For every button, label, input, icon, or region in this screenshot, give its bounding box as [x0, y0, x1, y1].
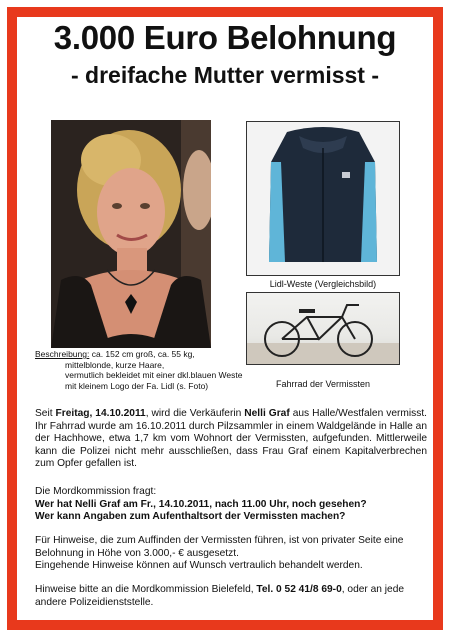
contact-line-2: andere Polizeidienststelle. [35, 596, 154, 608]
description-line-3: vermutlich bekleidet mit einer dkl.blauen Weste [65, 370, 243, 380]
page-subtitle: - dreifache Mutter vermisst - [70, 62, 380, 88]
reward-line-2: Belohnung in Höhe von 3.000,- € ausgesetzt. [35, 547, 239, 559]
question-2: Wer kann Angaben zum Aufenthaltsort der Vermissten machen? [35, 511, 346, 523]
description-line-4: mit kleinem Logo der Fa. Lidl (s. Foto) [65, 380, 209, 391]
missing-person-photo [51, 120, 211, 348]
contact-text: Hinweise bitte an die Mordkommission Bielefeld, [35, 584, 257, 595]
description-label: Beschreibung: [35, 349, 90, 359]
p1-start: Seit [35, 408, 56, 419]
page-title: 3.000 Euro Belohnung [53, 19, 397, 56]
contact-text-end: , oder an jede [341, 584, 405, 595]
question-1: Wer hat Nelli Graf am Fr., 14.10.2011, nach 11.00 Uhr, noch gesehen? [35, 498, 367, 510]
bike-caption: Fahrrad der Vermissten [275, 379, 371, 389]
jacket-caption: Lidl-Weste (Vergleichsbild) [269, 279, 377, 289]
questions-block [35, 486, 427, 524]
reward-line-1: Für Hinweise, die zum Auffinden der Vermissten führen, ist von privater Seite eine [35, 535, 404, 546]
p1-middle: , wird die Verkäuferin [145, 408, 245, 419]
reward-block [35, 535, 427, 573]
bike-photo [246, 292, 400, 365]
p1-rest: aus Halle/Westfalen vermisst. Ihr Fahrrad wurde am 16.10.2011 durch Pilzsammler in einem Waldgelände in Halle an der Hachhowe, etwa 1,7 km vom Wohnort der Vermissten, aufgefunden. Mittlerweile kann die Polizei nicht mehr ausschließen, dass Frau Graf einem Kapitalverbrechen zum Opfer gefallen ist. [35, 408, 427, 470]
contact-phone: Tel. 0 52 41/8 69-0 [256, 584, 342, 595]
case-paragraph [35, 408, 427, 471]
contact-block [35, 584, 427, 609]
questions-intro: Die Mordkommission fragt: [35, 486, 157, 497]
reward-line-3: Eingehende Hinweise können auf Wunsch vertraulich behandelt werden. [35, 560, 363, 572]
person-description [35, 349, 265, 391]
description-line-2: mittelblonde, kurze Haare, [65, 359, 165, 370]
jacket-photo [246, 121, 400, 276]
missing-person-name: Nelli Graf [244, 408, 290, 419]
description-line-1: ca. 152 cm groß, ca. 55 kg, [91, 349, 195, 359]
disappearance-date: Freitag, 14.10.2011 [55, 408, 146, 419]
